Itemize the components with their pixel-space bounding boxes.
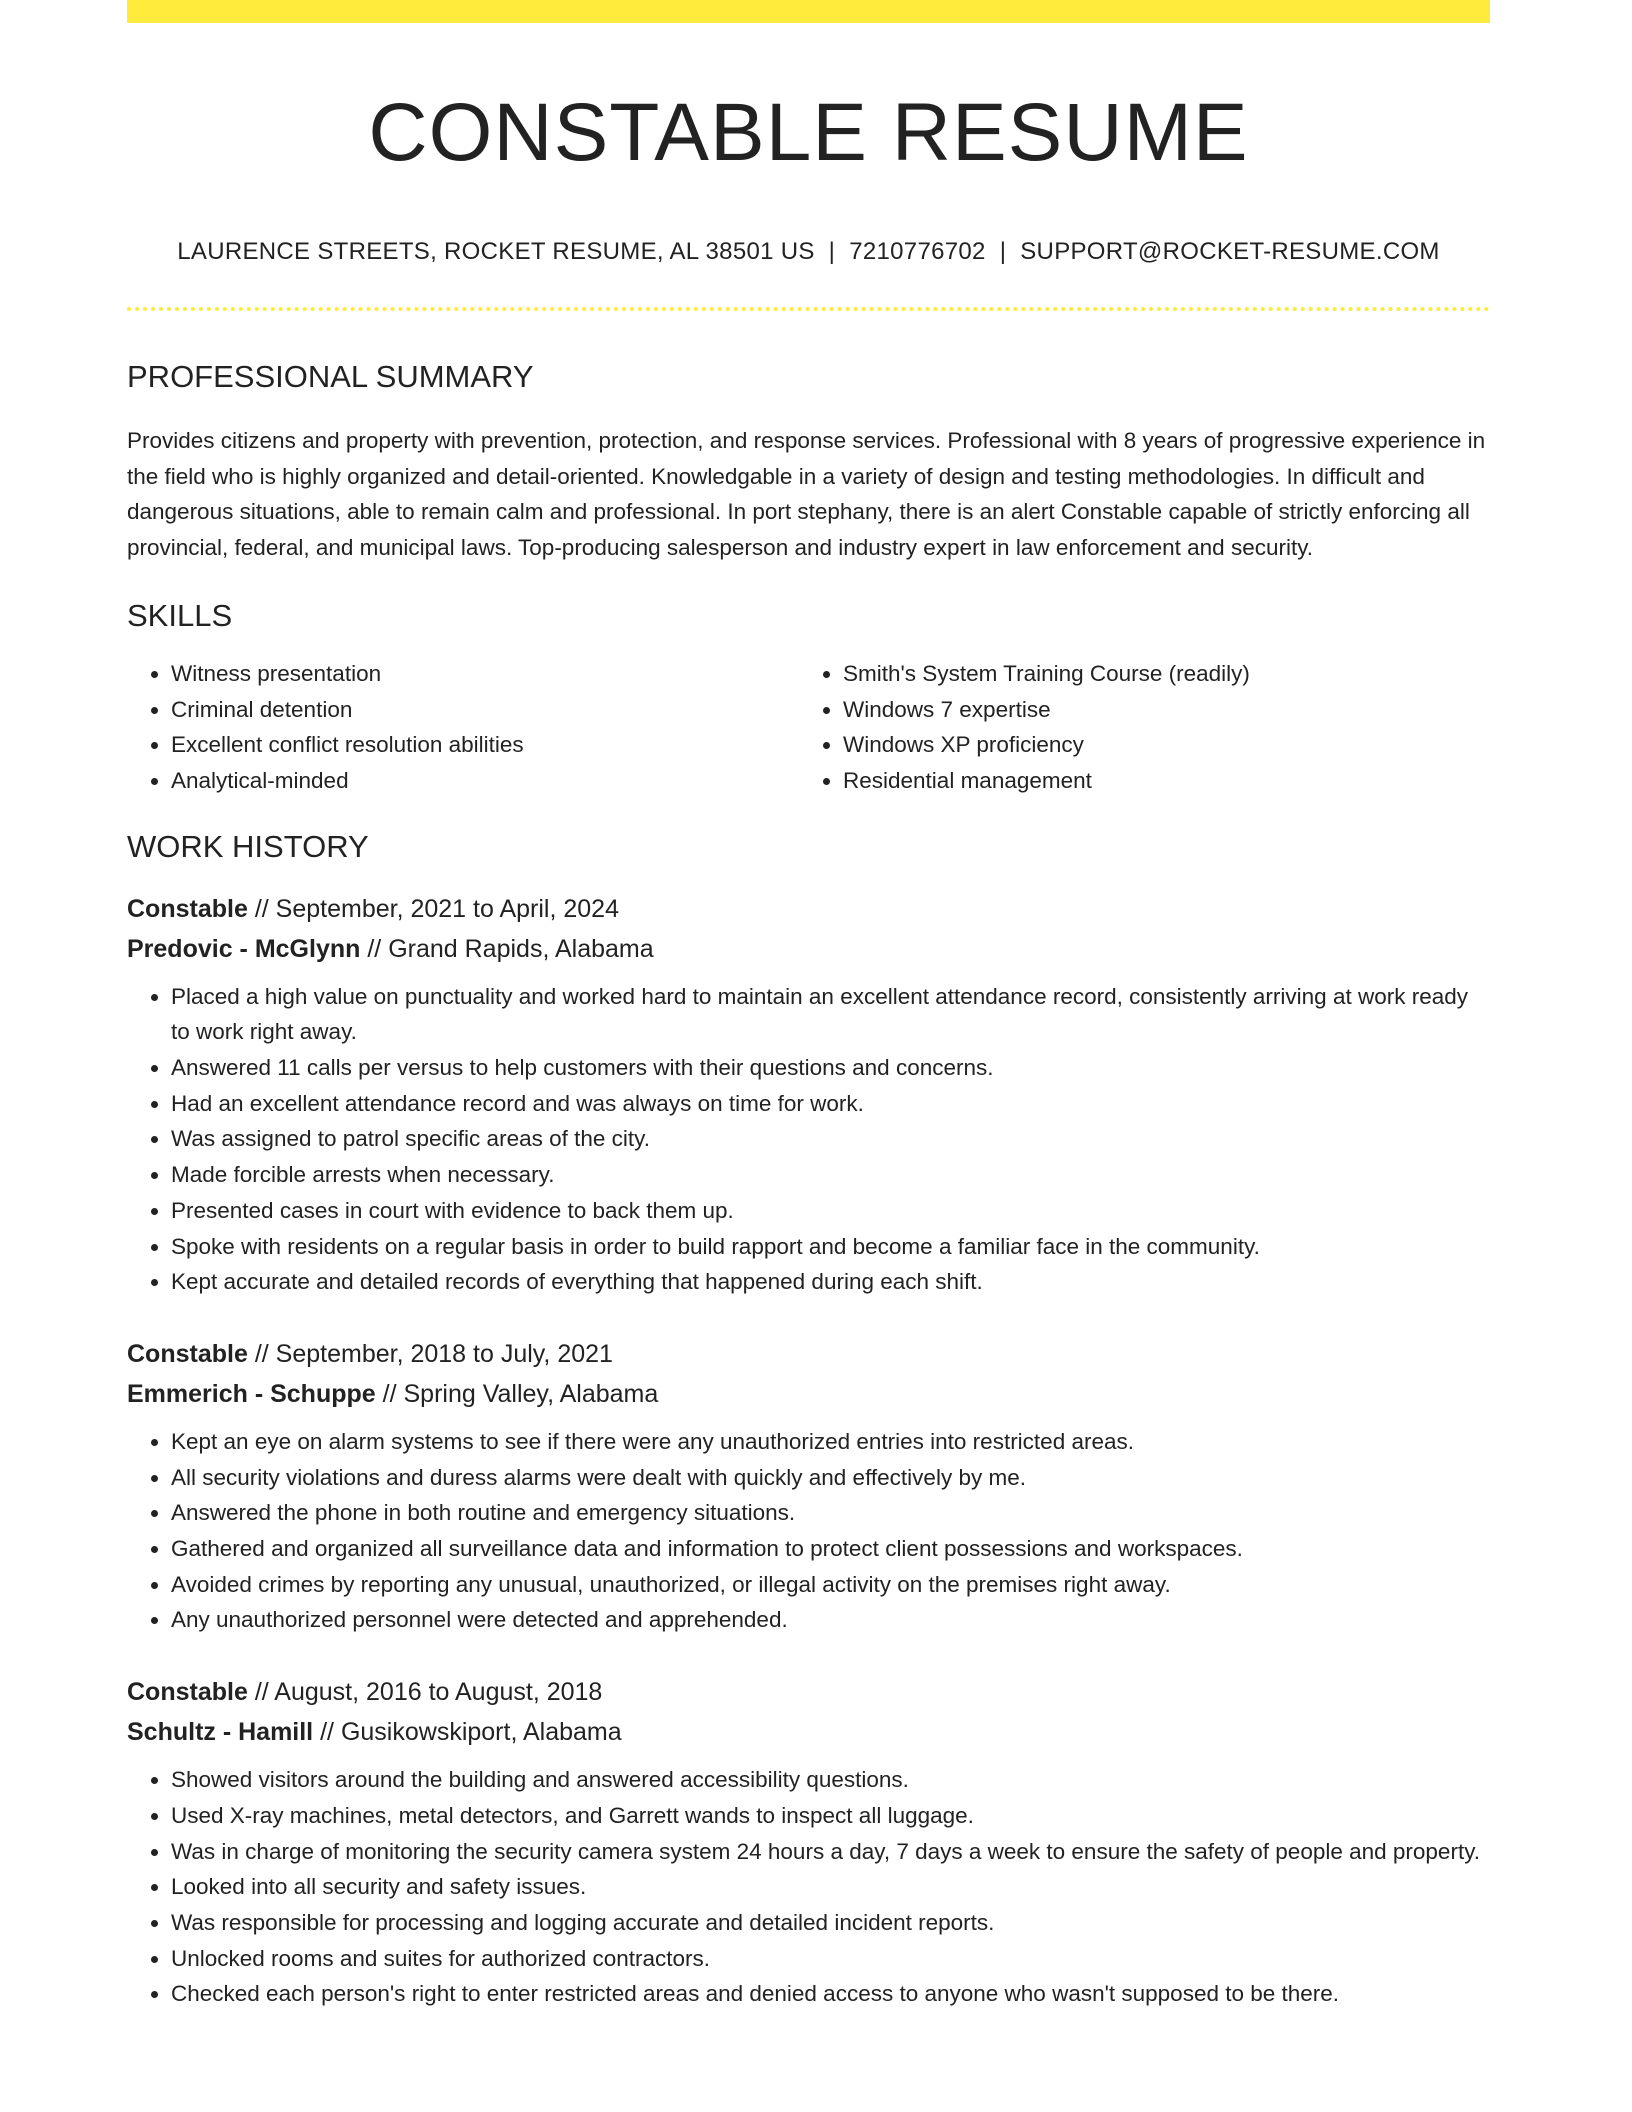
job-title-line — [127, 889, 1490, 929]
dotted-divider — [127, 307, 1490, 311]
job-title-line — [127, 1334, 1490, 1374]
job-bullet: • Used X-ray machines, metal detectors, and Garrett wands to inspect all luggage. — [171, 1798, 1490, 1834]
job-role: Constable — [127, 1339, 248, 1368]
job-company-line — [127, 929, 1490, 969]
job-bullet: • Checked each person's right to enter restricted areas and denied access to anyone who wasn't supposed to be there. — [171, 1976, 1490, 2012]
job-bullet: • Was assigned to patrol specific areas of the city. — [171, 1121, 1490, 1157]
job-bullet: • Had an excellent attendance record and was always on time for work. — [171, 1086, 1490, 1122]
job-bullets — [127, 979, 1490, 1300]
skills-column-left — [127, 656, 799, 799]
job-divider: // — [254, 1678, 269, 1707]
skill-item: • Criminal detention — [171, 692, 799, 728]
job-bullet: • Avoided crimes by reporting any unusual, unauthorized, or illegal activity on the premises right away. — [171, 1567, 1490, 1603]
job-role: Constable — [127, 1678, 248, 1707]
skills-column-right — [799, 656, 1471, 799]
job-company-line — [127, 1712, 1490, 1752]
job-bullet: • Was responsible for processing and logging accurate and detailed incident reports. — [171, 1905, 1490, 1941]
job-location: Grand Rapids, Alabama — [388, 934, 654, 963]
job-role: Constable — [127, 894, 248, 923]
contact-line — [127, 237, 1490, 267]
job-divider: // — [254, 1339, 269, 1368]
job-company: Predovic - McGlynn — [127, 934, 361, 963]
skill-item: • Witness presentation — [171, 656, 799, 692]
job-bullet: • Any unauthorized personnel were detected and apprehended. — [171, 1602, 1490, 1638]
job-location: Gusikowskiport, Alabama — [340, 1718, 622, 1747]
job-bullet: • Looked into all security and safety issues. — [171, 1869, 1490, 1905]
skill-item: • Excellent conflict resolution abilities — [171, 727, 799, 763]
job-bullet: • Was in charge of monitoring the security camera system 24 hours a day, 7 days a week to ensure the safety of people and property. — [171, 1834, 1490, 1870]
job-location: Spring Valley, Alabama — [403, 1379, 659, 1408]
job-divider: // — [254, 894, 269, 923]
skill-item: • Windows 7 expertise — [843, 692, 1471, 728]
skill-item: • Windows XP proficiency — [843, 727, 1471, 763]
summary-text: Provides citizens and property with prevention, protection, and response services. Professional with 8 years of progressive experience in the field who is highly organized and detail-oriented. Knowledgable in a variety of design and testing methodologies. In difficult and dangerous situations, able to remain calm and professional. In port stephany, there is an alert Constable capable of strictly enforcing all provincial, federal, and municipal laws. Top-producing salesperson and industry expert in law enforcement and security. — [127, 428, 1486, 561]
job-dates: September, 2018 to July, 2021 — [275, 1339, 613, 1368]
job-bullets — [127, 1762, 1490, 2012]
job-title-line — [127, 1672, 1490, 1712]
job-bullet: • Presented cases in court with evidence to back them up. — [171, 1193, 1490, 1229]
contact-email: SUPPORT@ROCKET-RESUME.COM — [1020, 238, 1440, 265]
job-bullet: • Showed visitors around the building and answered accessibility questions. — [171, 1762, 1490, 1798]
job-bullet: • Placed a high value on punctuality and worked hard to maintain an excellent attendance record, consistently arriving at work ready to work right away. — [171, 979, 1490, 1050]
contact-separator: | — [828, 238, 836, 265]
job-entry — [127, 889, 1490, 1300]
job-company: Schultz - Hamill — [127, 1718, 314, 1747]
contact-phone: 7210776702 — [849, 238, 986, 265]
job-dates: September, 2021 to April, 2024 — [275, 894, 619, 923]
job-entry — [127, 1672, 1490, 2012]
work-history-heading: WORK HISTORY — [127, 828, 369, 864]
skill-item: • Residential management — [843, 763, 1471, 799]
job-bullet: • Kept an eye on alarm systems to see if there were any unauthorized entries into restricted areas. — [171, 1424, 1490, 1460]
accent-top-bar — [127, 0, 1490, 23]
job-divider: // — [382, 1379, 397, 1408]
skills-list — [127, 656, 1490, 799]
summary-heading: PROFESSIONAL SUMMARY — [127, 359, 534, 394]
job-bullets — [127, 1424, 1490, 1638]
contact-separator: | — [999, 238, 1007, 265]
job-bullet: • Answered the phone in both routine and emergency situations. — [171, 1495, 1490, 1531]
job-bullet: • Unlocked rooms and suites for authorized contractors. — [171, 1941, 1490, 1977]
job-company-line — [127, 1374, 1490, 1414]
job-divider: // — [367, 934, 382, 963]
job-divider: // — [320, 1718, 334, 1747]
job-bullet: • All security violations and duress alarms were dealt with quickly and effectively by me. — [171, 1460, 1490, 1496]
job-bullet: • Kept accurate and detailed records of everything that happened during each shift. — [171, 1264, 1490, 1300]
skill-item: • Smith's System Training Course (readily) — [843, 656, 1471, 692]
job-entry — [127, 1334, 1490, 1638]
contact-address: LAURENCE STREETS, ROCKET RESUME, AL 38501 US — [177, 238, 815, 265]
skill-item: • Analytical-minded — [171, 763, 799, 799]
job-bullet: • Made forcible arrests when necessary. — [171, 1157, 1490, 1193]
job-bullet: • Answered 11 calls per versus to help customers with their questions and concerns. — [171, 1050, 1490, 1086]
resume-page — [127, 0, 1490, 2012]
job-dates: August, 2016 to August, 2018 — [274, 1678, 603, 1707]
skills-heading: SKILLS — [127, 597, 233, 633]
job-company: Emmerich - Schuppe — [127, 1379, 376, 1408]
job-bullet: • Gathered and organized all surveillance data and information to protect client possessions and workspaces. — [171, 1531, 1490, 1567]
job-bullet: • Spoke with residents on a regular basis in order to build rapport and become a familiar face in the community. — [171, 1229, 1490, 1265]
resume-title: CONSTABLE RESUME — [368, 87, 1249, 178]
